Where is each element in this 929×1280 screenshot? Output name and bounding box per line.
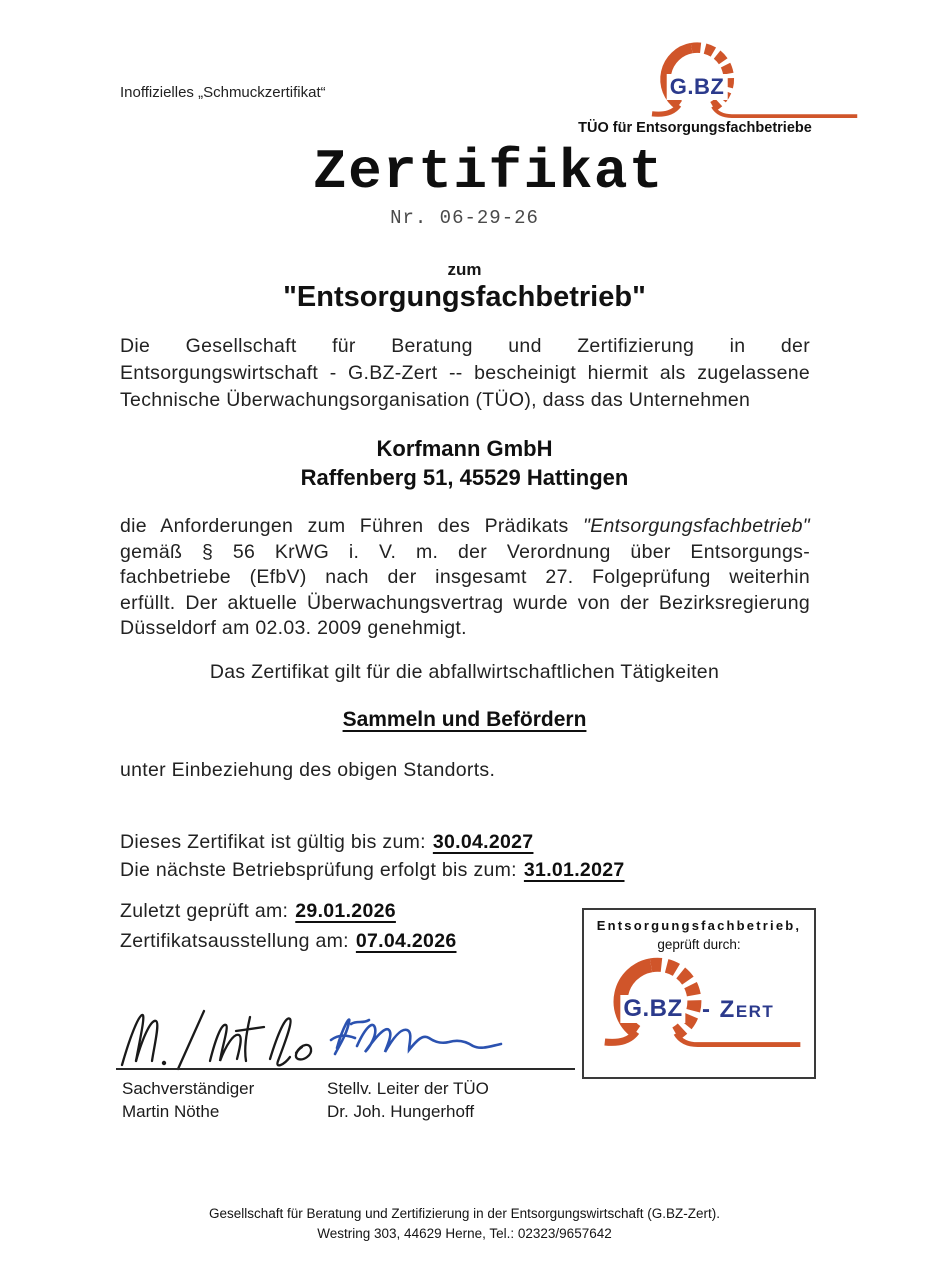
activity-heading — [0, 708, 929, 732]
right-signer-role: Stellv. Leiter der TÜO — [327, 1079, 489, 1098]
right-signer-name: Dr. Joh. Hungerhoff — [327, 1102, 475, 1121]
activity-text: Sammeln und Befördern — [342, 708, 587, 731]
last-audit-line — [120, 900, 396, 923]
paragraph-line: Technische Überwachungsorganisation (TÜO), dass das Unternehmen — [120, 389, 751, 411]
scope-intro: Das Zertifikat gilt für die abfallwirtschaftlichen Tätigkeiten — [209, 661, 720, 683]
issue-date-value: 07.04.2026 — [355, 930, 457, 952]
badge-gbz-text: G.BZ — [620, 995, 685, 1023]
signature-left — [112, 1003, 357, 1071]
signature-line — [116, 1068, 575, 1070]
company-name: Korfmann GmbH — [376, 436, 553, 461]
company-block — [0, 434, 929, 492]
issue-date-line — [120, 930, 457, 953]
paragraph-line: gemäß § 56 KrWG i. V. m. der Verordnung über Entsorgungs- — [120, 540, 810, 563]
paragraph-line: Entsorgungswirtschaft - G.BZ-Zert -- bescheinigt hiermit als zugelassene — [120, 362, 810, 384]
footer-line1: Gesellschaft für Beratung und Zertifizierung in der Entsorgungswirtschaft (G.BZ-Zert). — [209, 1206, 720, 1221]
body-line-1 — [120, 514, 810, 540]
certificate-title: Zertifikat — [312, 140, 665, 204]
unofficial-note: Inoffizielles „Schmuckzertifikat“ — [120, 84, 326, 101]
last-audit-date: 29.01.2026 — [295, 900, 396, 922]
company-address: Raffenberg 51, 45529 Hattingen — [300, 465, 629, 490]
certification-badge — [582, 908, 816, 1079]
body-line-1-text: die Anforderungen zum Führen des Prädikats — [120, 515, 583, 537]
badge-line2: geprüft durch: — [657, 937, 741, 952]
badge-line1: Entsorgungsfachbetrieb, — [596, 918, 802, 933]
paragraph-line: erfüllt. Der aktuelle Überwachungsvertrag wurde von der Bezirksregierung — [120, 591, 810, 614]
scope-note: unter Einbeziehung des obigen Standorts. — [120, 759, 496, 781]
left-signer-role: Sachverständiger — [122, 1079, 255, 1098]
paragraph-line: Düsseldorf am 02.03. 2009 genehmigt. — [120, 617, 467, 639]
paragraph-line: fachbetriebe (EfbV) nach der insgesamt 27. Folgeprüfung weiterhin — [120, 566, 810, 588]
subject-pre: zum — [447, 260, 482, 279]
next-audit-line — [120, 859, 625, 882]
valid-until-date: 30.04.2027 — [432, 831, 534, 853]
footer — [0, 1204, 929, 1244]
certificate-number: Nr. 06-29-26 — [390, 207, 539, 229]
next-audit-date: 31.01.2027 — [523, 859, 625, 881]
left-signer-name: Martin Nöthe — [122, 1102, 220, 1121]
valid-until-label: Dieses Zertifikat ist gültig bis zum: — [120, 831, 426, 853]
badge-zert-text: - Zert — [702, 996, 775, 1023]
footer-line2: Westring 303, 44629 Herne, Tel.: 02323/9657642 — [317, 1226, 612, 1241]
signature-right — [323, 1008, 533, 1060]
next-audit-label: Die nächste Betriebsprüfung erfolgt bis zum: — [120, 859, 517, 881]
body-paragraph — [120, 514, 810, 642]
gbz-logo-text: G.BZ — [667, 74, 728, 100]
subject-heading: "Entsorgungsfachbetrieb" — [283, 281, 646, 313]
logo-tagline: TÜO für Entsorgungsfachbetriebe — [578, 120, 812, 136]
paragraph-line: Die Gesellschaft für Beratung und Zertifizierung in der — [120, 335, 810, 357]
issue-date-label: Zertifikatsausstellung am: — [120, 930, 349, 952]
body-line-1-italic: "Entsorgungsfachbetrieb" — [582, 515, 810, 537]
intro-paragraph — [120, 333, 810, 414]
last-audit-label: Zuletzt geprüft am: — [120, 900, 289, 922]
valid-until-line — [120, 831, 533, 854]
